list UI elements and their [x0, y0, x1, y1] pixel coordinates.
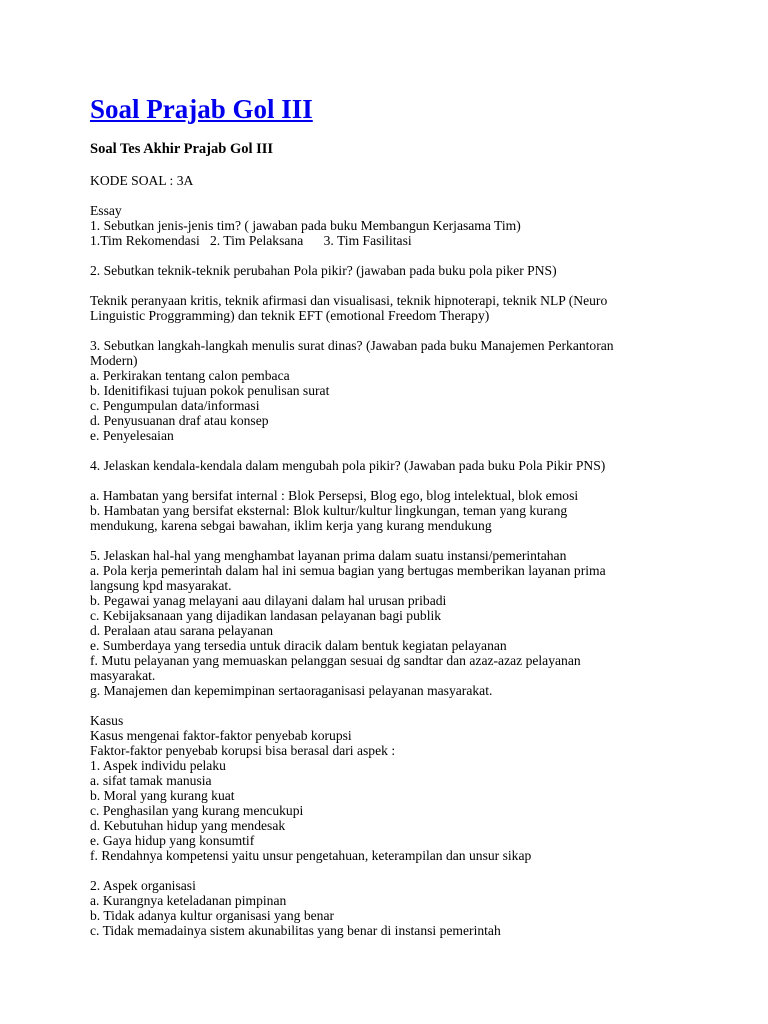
- text-line: 5. Jelaskan hal-hal yang menghambat layanan prima dalam suatu instansi/pemerintahan: [90, 548, 567, 563]
- paragraph-break: [90, 248, 690, 263]
- text-line: d. Kebutuhan hidup yang mendesak: [90, 818, 286, 833]
- text-line: e. Penyelesaian: [90, 428, 174, 443]
- text-line: 4. Jelaskan kendala-kendala dalam mengubah pola pikir? (Jawaban pada buku Pola Pikir PNS): [90, 458, 606, 473]
- text-line: Kasus mengenai faktor-faktor penyebab korupsi: [90, 728, 352, 743]
- spacer: [90, 188, 690, 203]
- kode-soal: KODE SOAL : 3A: [90, 173, 194, 188]
- text-line: f. Mutu pelayanan yang memuaskan pelanggan sesuai dg sandtar dan azaz-azaz pelayanan: [90, 653, 581, 668]
- text-line: c. Kebijaksanaan yang dijadikan landasan pelayanan bagi publik: [90, 608, 442, 623]
- text-line: a. Kurangnya keteladanan pimpinan: [90, 893, 287, 908]
- text-line: Teknik peranyaan kritis, teknik afirmasi dan visualisasi, teknik hipnoterapi, teknik NLP (Neuro: [90, 293, 608, 308]
- text-line: g. Manajemen dan kepemimpinan sertaoraganisasi pelayanan masyarakat.: [90, 683, 493, 698]
- paragraph-break: [90, 443, 690, 458]
- text-line: langsung kpd masyarakat.: [90, 578, 232, 593]
- text-line: b. Pegawai yanag melayani aau dilayani dalam hal urusan pribadi: [90, 593, 447, 608]
- text-line: Essay: [90, 203, 122, 218]
- text-line: a. Hambatan yang bersifat internal : Blok Persepsi, Blog ego, blog intelektual, blok emosi: [90, 488, 579, 503]
- paragraph-break: [90, 473, 690, 488]
- paragraph-break: [90, 278, 690, 293]
- text-line: 1. Sebutkan jenis-jenis tim? ( jawaban pada buku Membangun Kerjasama Tim): [90, 218, 521, 233]
- paragraph-break: [90, 698, 690, 713]
- paragraph-break: [90, 863, 690, 878]
- text-line: c. Pengumpulan data/informasi: [90, 398, 260, 413]
- text-line: a. Pola kerja pemerintah dalam hal ini semua bagian yang bertugas memberikan layanan prima: [90, 563, 606, 578]
- document-body: [90, 203, 690, 938]
- text-line: d. Peralaan atau sarana pelayanan: [90, 623, 274, 638]
- text-line: b. Idenitifikasi tujuan pokok penulisan surat: [90, 383, 330, 398]
- page-title-link[interactable]: Soal Prajab Gol III: [90, 94, 313, 124]
- text-line: c. Tidak memadainya sistem akunabilitas yang benar di instansi pemerintah: [90, 923, 501, 938]
- text-line: mendukung, karena sebgai bawahan, iklim kerja yang kurang mendukung: [90, 518, 492, 533]
- text-line: 2. Aspek organisasi: [90, 878, 196, 893]
- text-line: d. Penyusuanan draf atau konsep: [90, 413, 269, 428]
- text-line: 2. Sebutkan teknik-teknik perubahan Pola pikir? (jawaban pada buku pola piker PNS): [90, 263, 557, 278]
- text-line: Kasus: [90, 713, 124, 728]
- paragraph-break: [90, 323, 690, 338]
- document-page: [90, 92, 690, 938]
- text-line: e. Sumberdaya yang tersedia untuk diracik dalam bentuk kegiatan pelayanan: [90, 638, 507, 653]
- document-subtitle: Soal Tes Akhir Prajab Gol III: [90, 141, 274, 157]
- text-line: b. Hambatan yang bersifat eksternal: Blok kultur/kultur lingkungan, teman yang kurang: [90, 503, 568, 518]
- paragraph-break: [90, 533, 690, 548]
- text-line: b. Moral yang kurang kuat: [90, 788, 235, 803]
- text-line: a. sifat tamak manusia: [90, 773, 212, 788]
- text-line: Faktor-faktor penyebab korupsi bisa berasal dari aspek :: [90, 743, 396, 758]
- text-line: f. Rendahnya kompetensi yaitu unsur pengetahuan, keterampilan dan unsur sikap: [90, 848, 532, 863]
- text-line: Linguistic Proggramming) dan teknik EFT (emotional Freedom Therapy): [90, 308, 490, 323]
- text-line: 1.Tim Rekomendasi 2. Tim Pelaksana 3. Tim Fasilitasi: [90, 233, 412, 248]
- text-line: a. Perkirakan tentang calon pembaca: [90, 368, 290, 383]
- text-line: masyarakat.: [90, 668, 156, 683]
- text-line: 1. Aspek individu pelaku: [90, 758, 226, 773]
- text-line: 3. Sebutkan langkah-langkah menulis surat dinas? (Jawaban pada buku Manajemen Perkantoran: [90, 338, 614, 353]
- text-line: c. Penghasilan yang kurang mencukupi: [90, 803, 304, 818]
- text-line: e. Gaya hidup yang konsumtif: [90, 833, 255, 848]
- text-line: b. Tidak adanya kultur organisasi yang benar: [90, 908, 335, 923]
- spacer: [90, 158, 690, 173]
- text-line: Modern): [90, 353, 138, 368]
